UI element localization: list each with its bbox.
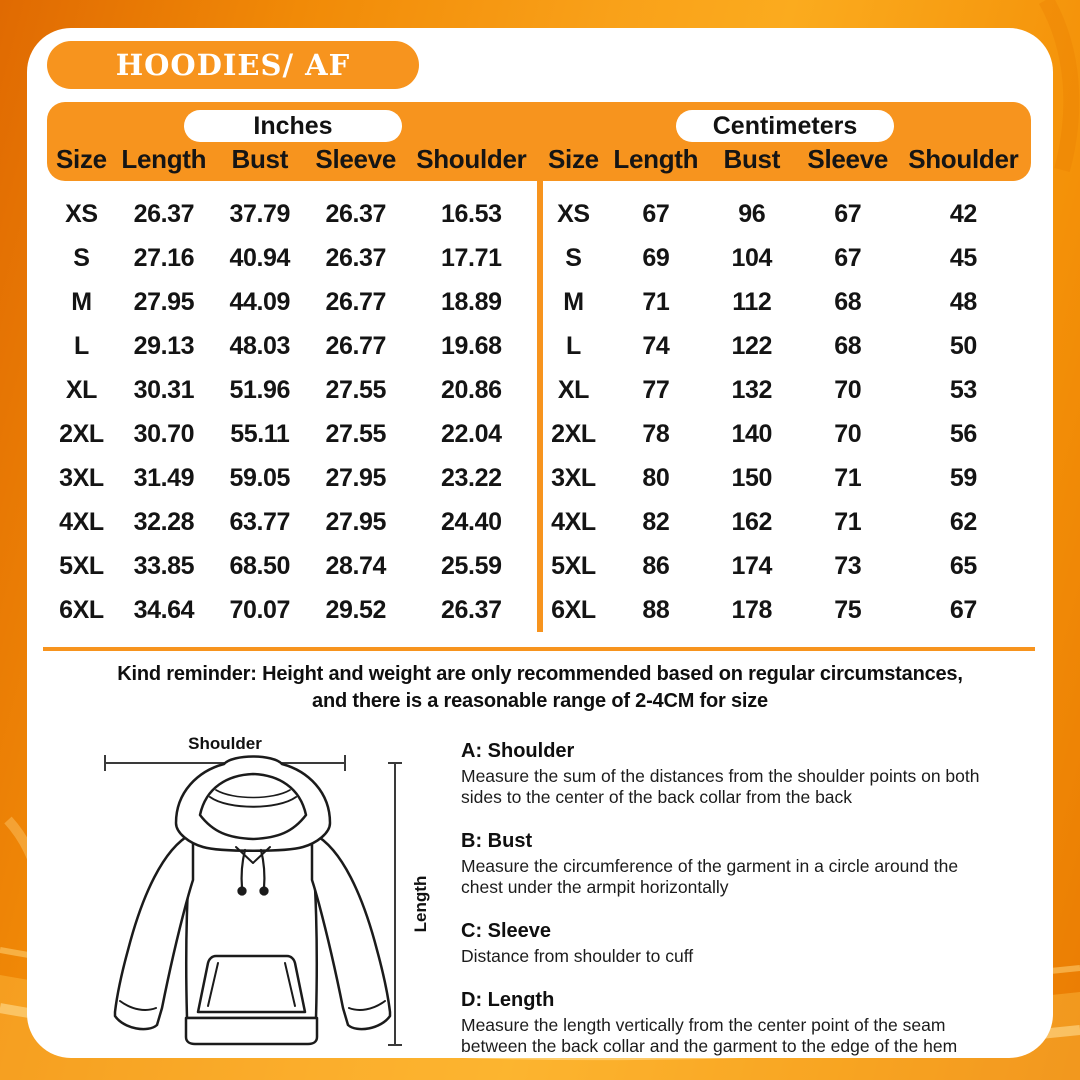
column-header: Bust — [723, 144, 781, 174]
value-cell: 33.85 — [133, 551, 195, 580]
centimeters-column-headers — [539, 144, 1031, 175]
guide-body: Measure the length vertically from the center point of the seam between the back collar and the garment to the edge of the hem — [461, 1015, 958, 1056]
value-cell: 29.52 — [325, 595, 386, 624]
value-cell: 42 — [949, 199, 977, 228]
value-cell: 62 — [949, 507, 977, 536]
size-chart-card — [27, 28, 1053, 1058]
value-cell: 28.74 — [325, 551, 386, 580]
column-header: Sleeve — [315, 144, 397, 174]
centimeters-label: Centimeters — [712, 111, 858, 140]
value-cell: 70 — [834, 419, 862, 448]
value-cell: 30.31 — [133, 375, 195, 404]
size-cell: M — [71, 287, 92, 316]
value-cell: 30.70 — [133, 419, 195, 448]
value-cell: 59 — [949, 463, 977, 492]
value-cell: 51.96 — [229, 375, 291, 404]
value-cell: 27.55 — [325, 375, 386, 404]
value-cell: 69 — [642, 243, 670, 272]
kind-reminder — [27, 661, 1053, 715]
size-cell: M — [563, 287, 584, 316]
guide-heading: D: Length — [461, 989, 555, 1011]
table-header-band — [47, 102, 1031, 181]
value-cell: 178 — [731, 595, 773, 624]
centimeters-unit-pill — [676, 110, 894, 142]
value-cell: 48 — [949, 287, 977, 316]
value-cell: 132 — [731, 375, 773, 404]
size-cell: 3XL — [551, 463, 596, 492]
size-cell: XS — [557, 199, 590, 228]
value-cell: 104 — [731, 243, 773, 272]
reminder-line-2: and there is a reasonable range of 2-4CM for size — [312, 690, 768, 712]
value-cell: 19.68 — [441, 331, 502, 360]
value-cell: 16.53 — [441, 199, 502, 228]
reminder-line-1: Kind reminder: Height and weight are only recommended based on regular circumstances, — [117, 663, 963, 685]
hoodie-outline — [115, 757, 390, 1045]
value-cell: 20.86 — [441, 375, 502, 404]
guide-body: Measure the sum of the distances from the shoulder points on both sides to the center of the back collar from the back — [461, 766, 980, 807]
value-cell: 27.55 — [325, 419, 386, 448]
value-cell: 174 — [731, 551, 773, 580]
value-cell: 75 — [834, 595, 862, 624]
size-cell: S — [565, 243, 582, 272]
value-cell: 44.09 — [229, 287, 291, 316]
value-cell: 122 — [731, 331, 773, 360]
horizontal-divider — [43, 647, 1035, 651]
value-cell: 59.05 — [229, 463, 291, 492]
value-cell: 25.59 — [441, 551, 502, 580]
value-cell: 68.50 — [229, 551, 291, 580]
value-cell: 71 — [834, 463, 862, 492]
hoodie-diagram — [51, 720, 455, 1079]
guide-heading: A: Shoulder — [461, 740, 575, 762]
value-cell: 29.13 — [133, 331, 195, 360]
value-cell: 67 — [949, 595, 977, 624]
value-cell: 24.40 — [441, 507, 502, 536]
shoulder-dimension-label: Shoulder — [188, 734, 262, 753]
value-cell: 77 — [642, 375, 670, 404]
value-cell: 67 — [642, 199, 670, 228]
length-dimension-label: Length — [411, 875, 430, 933]
column-header: Sleeve — [807, 144, 889, 174]
value-cell: 45 — [949, 243, 977, 272]
title-badge — [47, 41, 419, 89]
value-cell: 22.04 — [441, 419, 502, 448]
value-cell: 27.95 — [325, 507, 386, 536]
value-cell: 27.95 — [133, 287, 195, 316]
column-header: Size — [548, 144, 599, 174]
value-cell: 150 — [731, 463, 773, 492]
value-cell: 67 — [834, 199, 862, 228]
size-cell: 6XL — [59, 595, 104, 624]
column-header: Size — [56, 144, 107, 174]
inches-column-headers — [47, 144, 539, 175]
value-cell: 70.07 — [229, 595, 291, 624]
column-header: Shoulder — [416, 144, 527, 174]
size-cell: S — [73, 243, 90, 272]
value-cell: 27.95 — [325, 463, 386, 492]
value-cell: 67 — [834, 243, 862, 272]
column-header: Shoulder — [908, 144, 1019, 174]
size-cell: L — [566, 331, 581, 360]
measurement-section — [51, 720, 1029, 1079]
value-cell: 37.79 — [229, 199, 291, 228]
size-cell: XL — [65, 375, 98, 404]
column-header: Length — [613, 144, 699, 174]
column-header: Bust — [231, 144, 289, 174]
value-cell: 26.37 — [133, 199, 195, 228]
size-cell: 4XL — [59, 507, 104, 536]
value-cell: 88 — [642, 595, 670, 624]
value-cell: 78 — [642, 419, 670, 448]
value-cell: 56 — [949, 419, 977, 448]
value-cell: 63.77 — [229, 507, 291, 536]
measure-guide-item — [461, 989, 1029, 1057]
value-cell: 70 — [834, 375, 862, 404]
value-cell: 55.11 — [230, 419, 290, 448]
size-cell: 6XL — [551, 595, 596, 624]
value-cell: 23.22 — [441, 463, 502, 492]
value-cell: 26.37 — [325, 199, 386, 228]
centimeters-header-group — [539, 102, 1031, 181]
value-cell: 26.37 — [441, 595, 502, 624]
value-cell: 18.89 — [441, 287, 502, 316]
hoodie-line-drawing — [51, 720, 455, 1065]
size-cell: 2XL — [59, 419, 104, 448]
measure-guide-item — [461, 740, 1029, 808]
size-cell: 2XL — [551, 419, 596, 448]
size-cell: XS — [65, 199, 98, 228]
inches-label: Inches — [253, 111, 333, 140]
measure-guide-item — [461, 830, 1029, 898]
value-cell: 71 — [642, 287, 670, 316]
value-cell: 32.28 — [133, 507, 195, 536]
inches-unit-pill — [184, 110, 402, 142]
size-cell: 4XL — [551, 507, 596, 536]
value-cell: 27.16 — [133, 243, 195, 272]
size-cell: XL — [557, 375, 590, 404]
size-cell: 5XL — [551, 551, 596, 580]
page-title: HOODIES/ AF — [115, 48, 351, 82]
value-cell: 48.03 — [229, 331, 291, 360]
value-cell: 34.64 — [133, 595, 195, 624]
value-cell: 68 — [834, 287, 862, 316]
value-cell: 40.94 — [229, 243, 291, 272]
value-cell: 80 — [642, 463, 670, 492]
guide-heading: C: Sleeve — [461, 920, 552, 942]
value-cell: 17.71 — [441, 243, 502, 272]
vertical-divider — [537, 181, 543, 632]
value-cell: 73 — [834, 551, 862, 580]
value-cell: 65 — [949, 551, 977, 580]
guide-body: Measure the circumference of the garment in a circle around the chest under the armpit horizontally — [461, 856, 959, 897]
value-cell: 112 — [732, 287, 772, 316]
value-cell: 26.37 — [325, 243, 386, 272]
value-cell: 26.77 — [325, 287, 386, 316]
inches-table — [47, 192, 539, 632]
guide-body: Distance from shoulder to cuff — [461, 946, 694, 966]
measure-guide — [455, 720, 1029, 1079]
guide-heading: B: Bust — [461, 830, 533, 852]
centimeters-table — [539, 192, 1031, 632]
value-cell: 26.77 — [325, 331, 386, 360]
value-cell: 53 — [949, 375, 977, 404]
value-cell: 74 — [642, 331, 670, 360]
inches-header-group — [47, 102, 539, 181]
value-cell: 71 — [834, 507, 862, 536]
column-header: Length — [121, 144, 207, 174]
value-cell: 96 — [738, 199, 766, 228]
size-cell: 5XL — [59, 551, 104, 580]
value-cell: 162 — [731, 507, 773, 536]
size-cell: L — [74, 331, 89, 360]
value-cell: 82 — [642, 507, 670, 536]
value-cell: 31.49 — [133, 463, 195, 492]
value-cell: 68 — [834, 331, 862, 360]
value-cell: 50 — [949, 331, 977, 360]
value-cell: 140 — [731, 419, 773, 448]
value-cell: 86 — [642, 551, 670, 580]
measure-guide-item — [461, 920, 1029, 967]
size-cell: 3XL — [59, 463, 104, 492]
